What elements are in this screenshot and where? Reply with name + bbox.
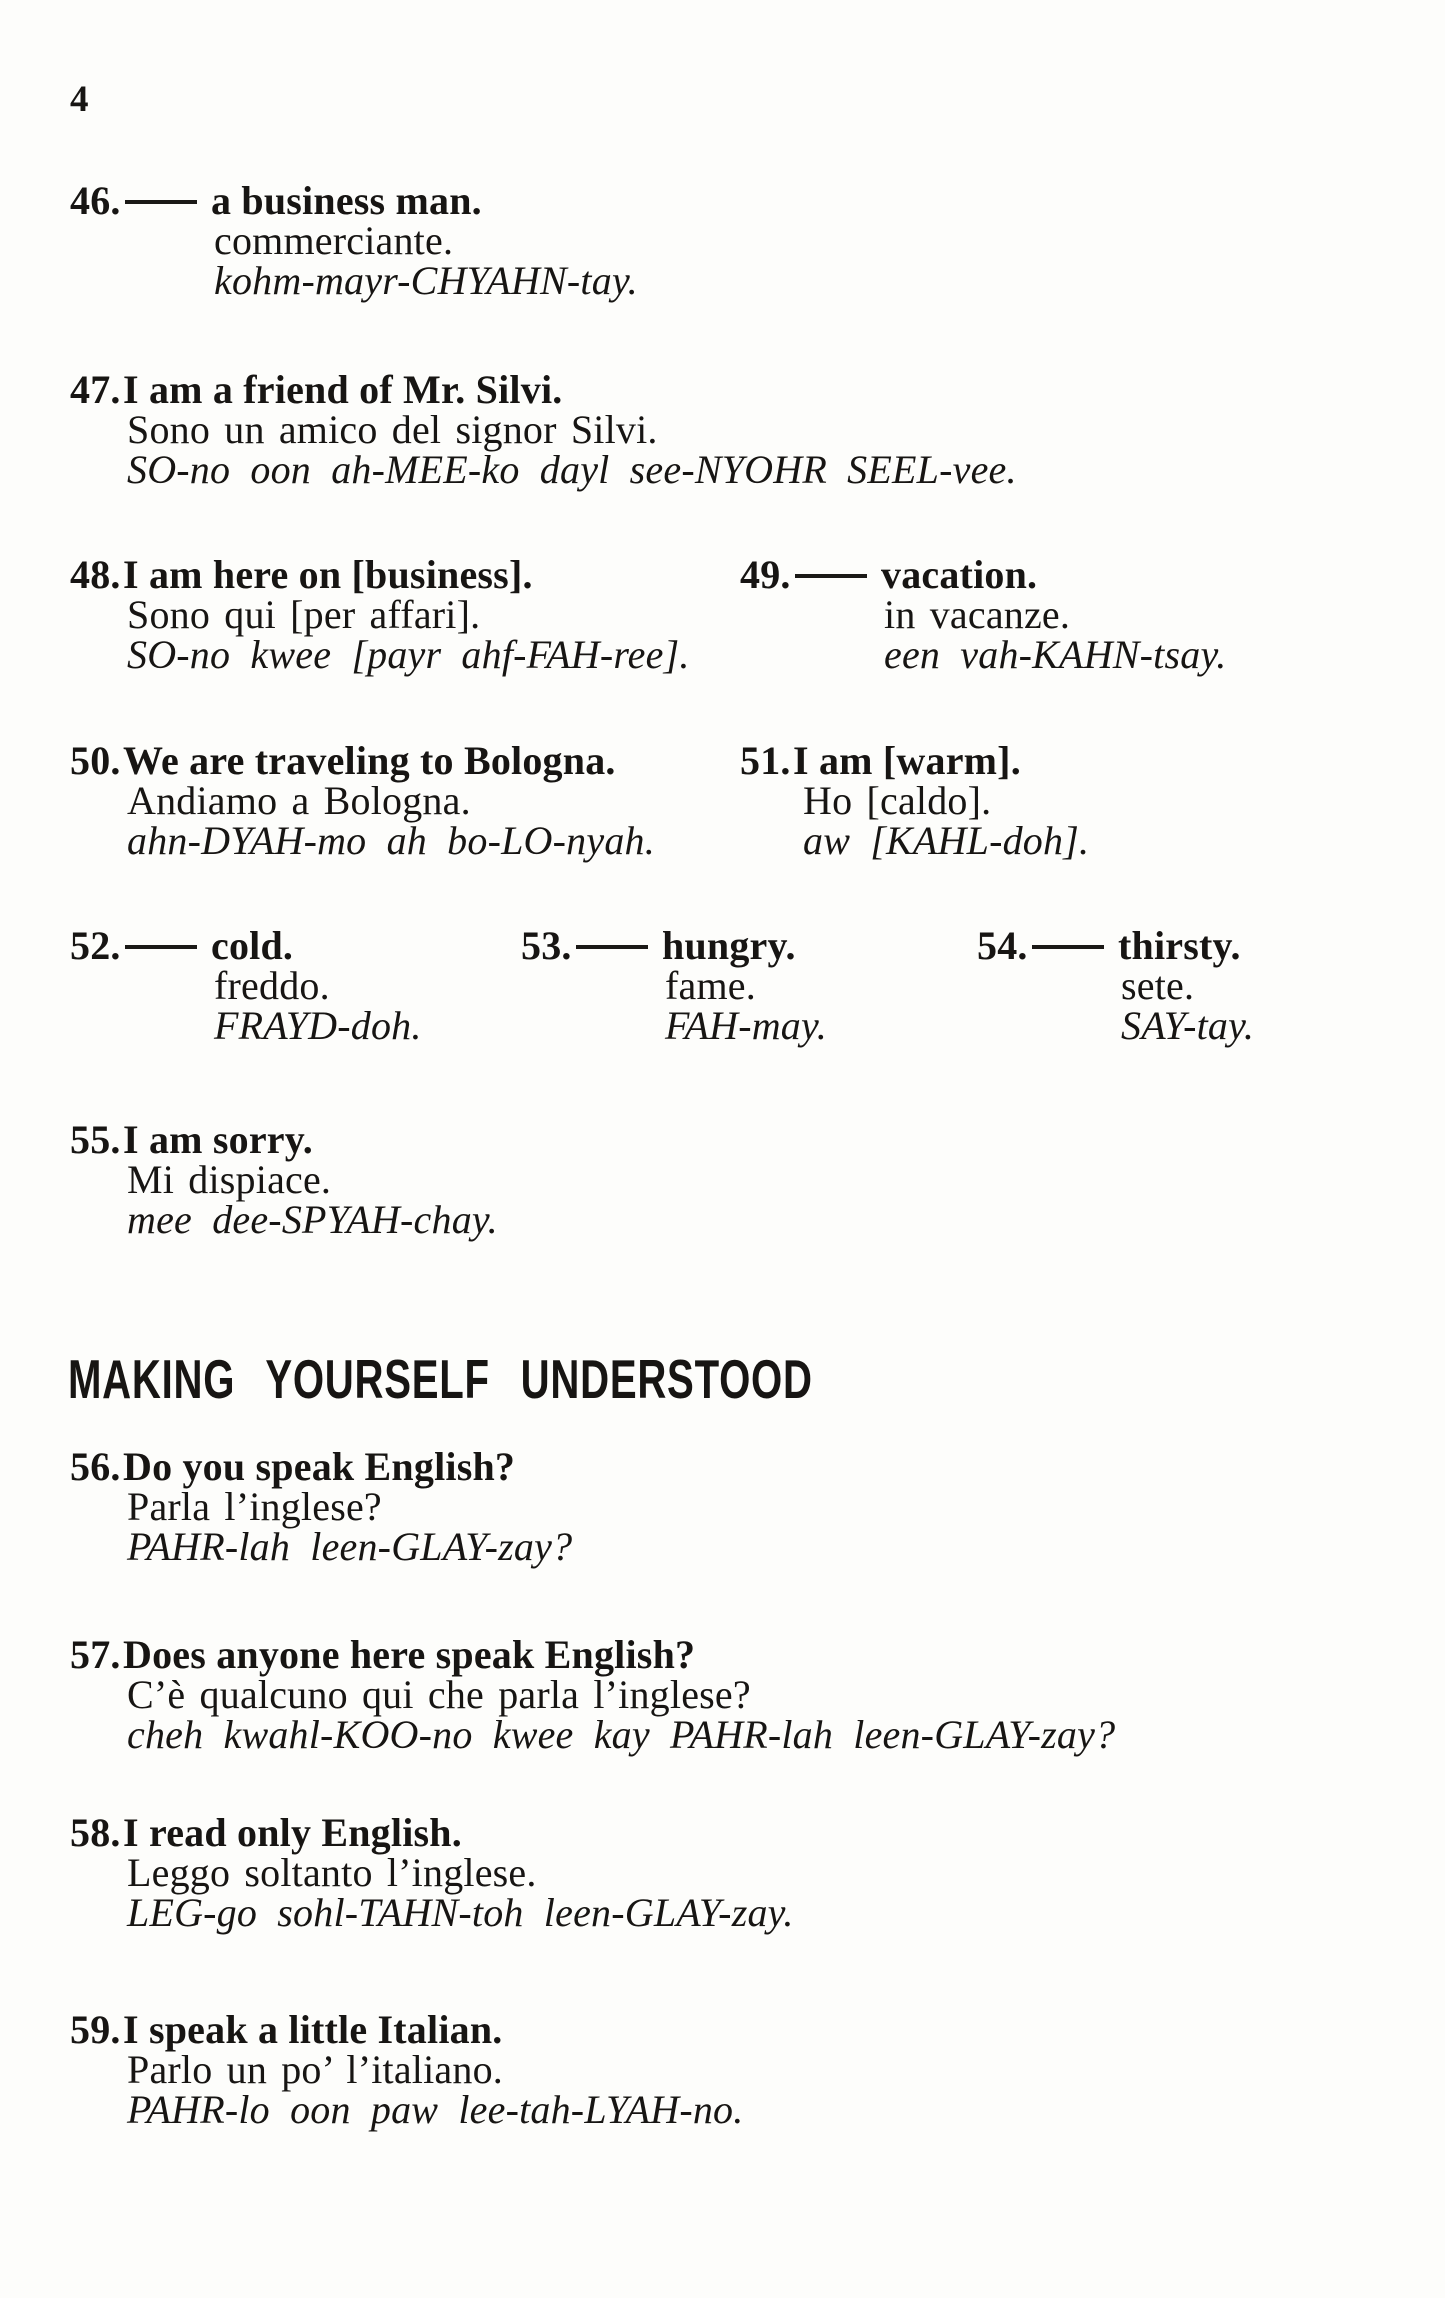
pronunciation-text: cheh kwahl-KOO-no kwee kay PAHR-lah leen-GLAY-zay? [127,1712,1116,1757]
pronunciation-text: LEG-go sohl-TAHN-toh leen-GLAY-zay. [127,1890,794,1935]
item-number: 49. [740,552,791,597]
phrase-item-58 [70,1810,794,1935]
blank-dash [795,574,867,578]
blank-dash [1032,945,1104,949]
section-heading: MAKING YOURSELF UNDERSTOOD [68,1348,813,1410]
italian-text: sete. [1121,963,1195,1008]
english-text: I am sorry. [123,1117,313,1162]
item-number: 52. [70,923,121,968]
item-number: 51. [740,738,791,783]
italian-text: Sono qui [per affari]. [127,592,481,637]
phrase-item-59 [70,2007,744,2132]
italian-text: in vacanze. [884,592,1071,637]
item-number: 50. [70,738,121,783]
pronunciation-text: FAH-may. [665,1003,827,1048]
pronunciation-text: SAY-tay. [1121,1003,1255,1048]
item-number: 56. [70,1444,121,1489]
english-text: Do you speak English? [123,1444,516,1489]
italian-text: Sono un amico del signor Silvi. [127,407,658,452]
page-number: 4 [70,79,89,120]
english-text: hungry. [662,923,796,968]
phrase-item-51 [740,738,1090,863]
english-text: vacation. [881,552,1038,597]
item-number: 54. [977,923,1028,968]
phrase-item-46 [70,178,638,303]
italian-text: fame. [665,963,756,1008]
item-number: 47. [70,367,121,412]
phrase-item-57 [70,1632,1116,1757]
phrase-item-53 [521,923,827,1048]
english-text: cold. [211,923,294,968]
english-text: We are traveling to Bologna. [123,738,616,783]
pronunciation-text: SO-no oon ah-MEE-ko dayl see-NYOHR SEEL-vee. [127,447,1017,492]
phrase-item-54 [977,923,1255,1048]
blank-dash [125,200,197,204]
english-text: I am [warm]. [793,738,1021,783]
phrase-item-49 [740,552,1227,677]
english-text: I am here on [business]. [123,552,533,597]
pronunciation-text: SO-no kwee [payr ahf-FAH-ree]. [127,632,690,677]
pronunciation-text: mee dee-SPYAH-chay. [127,1197,498,1242]
item-number: 57. [70,1632,121,1677]
pronunciation-text: aw [KAHL-doh]. [803,818,1090,863]
italian-text: Andiamo a Bologna. [127,778,471,823]
pronunciation-text: een vah-KAHN-tsay. [884,632,1227,677]
phrase-item-48 [70,552,690,677]
item-number: 46. [70,178,121,223]
italian-text: C’è qualcuno qui che parla l’inglese? [127,1672,751,1717]
english-text: Does anyone here speak English? [123,1632,696,1677]
italian-text: commerciante. [214,218,454,263]
phrase-item-56 [70,1444,573,1569]
italian-text: Parla l’inglese? [127,1484,382,1529]
phrase-item-50 [70,738,655,863]
english-text: I speak a little Italian. [123,2007,503,2052]
english-text: thirsty. [1118,923,1241,968]
pronunciation-text: FRAYD-doh. [214,1003,422,1048]
item-number: 55. [70,1117,121,1162]
pronunciation-text: kohm-mayr-CHYAHN-tay. [214,258,638,303]
italian-text: Ho [caldo]. [803,778,992,823]
italian-text: Mi dispiace. [127,1157,332,1202]
italian-text: freddo. [214,963,330,1008]
item-number: 58. [70,1810,121,1855]
phrase-item-47 [70,367,1017,492]
english-text: I am a friend of Mr. Silvi. [123,367,563,412]
english-text: I read only English. [123,1810,462,1855]
english-text: a business man. [211,178,482,223]
phrase-item-52 [70,923,422,1048]
blank-dash [125,945,197,949]
italian-text: Leggo soltanto l’inglese. [127,1850,537,1895]
pronunciation-text: PAHR-lah leen-GLAY-zay? [127,1524,573,1569]
italian-text: Parlo un po’ l’italiano. [127,2047,503,2092]
pronunciation-text: PAHR-lo oon paw lee-tah-LYAH-no. [127,2087,744,2132]
pronunciation-text: ahn-DYAH-mo ah bo-LO-nyah. [127,818,655,863]
item-number: 48. [70,552,121,597]
phrase-item-55 [70,1117,498,1242]
item-number: 53. [521,923,572,968]
item-number: 59. [70,2007,121,2052]
blank-dash [576,945,648,949]
